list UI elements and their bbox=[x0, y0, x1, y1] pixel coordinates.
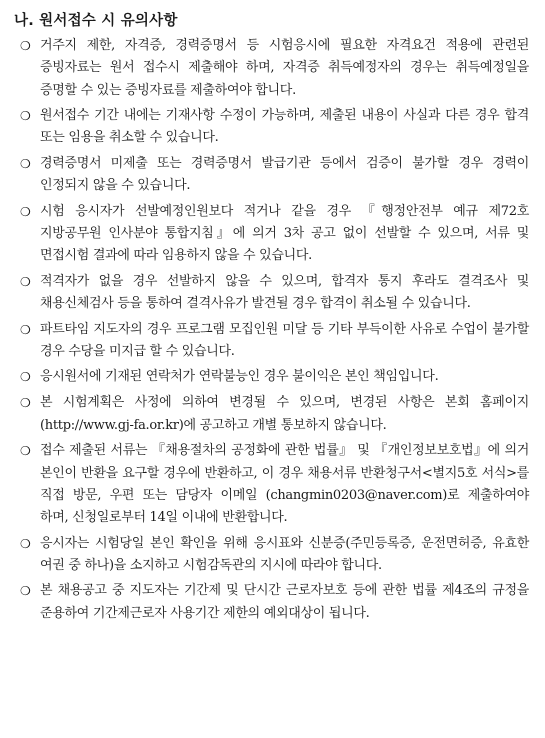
circle-bullet-icon: ❍ bbox=[20, 444, 31, 459]
item-text: 본 시험계획은 사정에 의하여 변경될 수 있으며, 변경된 사항은 본회 홈페이지 (http://www.gj-fa.or.kr)에 공고하고 개별 통보하지 않습니다. bbox=[40, 395, 529, 433]
circle-bullet-icon: ❍ bbox=[20, 322, 31, 337]
item-text: 응시원서에 기재된 연락처가 연락불능인 경우 불이익은 본인 책임입니다. bbox=[40, 369, 439, 385]
item-text: 본 채용공고 중 지도자는 기간제 및 단시간 근로자보호 등에 관한 법률 제4조의 규정을 준용하여 기간제근로자 사용기간 제한의 예외대상이 됩니다. bbox=[40, 583, 529, 621]
item-text: 시험 응시자가 선발예정인원보다 적거나 같을 경우 『행정안전부 예규 제72호 지방공무원 인사분야 통합지침』에 의거 3차 공고 없이 선발할 수 있으며, 서류 및 면접시험 결과에 따라 임용하지 않을 수 있습니다. bbox=[40, 203, 529, 264]
item-text: 원서접수 기간 내에는 기재사항 수정이 가능하며, 제출된 내용이 사실과 다른 경우 합격 또는 임용을 취소할 수 있습니다. bbox=[40, 108, 529, 146]
item-text: 접수 제출된 서류는 『채용절차의 공정화에 관한 법률』 및 『개인정보보호법』에 의거 본인이 반환을 요구할 경우에 반환하고, 이 경우 채용서류 반환청구서<별지5호 서식>를 직접 방문, 우편 또는 담당자 이메일 (changmin0203@naver.com)로 제출하여야 하며, 신청일로부터 14일 이내에 반환합니다. bbox=[40, 443, 529, 526]
circle-bullet-icon: ❍ bbox=[20, 370, 31, 385]
circle-bullet-icon: ❍ bbox=[20, 536, 31, 551]
list-item bbox=[14, 319, 529, 364]
circle-bullet-icon: ❍ bbox=[20, 584, 31, 599]
notice-list bbox=[14, 35, 529, 625]
list-item bbox=[14, 271, 529, 316]
list-item bbox=[14, 201, 529, 268]
list-item bbox=[14, 533, 529, 578]
circle-bullet-icon: ❍ bbox=[20, 156, 31, 171]
list-item bbox=[14, 105, 529, 150]
item-text: 거주지 제한, 자격증, 경력증명서 등 시험응시에 필요한 자격요건 적용에 관련된 증빙자료는 원서 접수시 제출해야 하며, 자격증 취득예정자의 경우는 취득예정일을 증명할 수 있는 증빙자료를 제출하여야 합니다. bbox=[40, 38, 529, 98]
item-text: 경력증명서 미제출 또는 경력증명서 발급기관 등에서 검증이 불가할 경우 경력이 인정되지 않을 수 있습니다. bbox=[40, 155, 529, 194]
circle-bullet-icon: ❍ bbox=[20, 39, 31, 53]
circle-bullet-icon: ❍ bbox=[20, 109, 31, 124]
item-text: 응시자는 시험당일 본인 확인을 위해 응시표와 신분증(주민등록증, 운전면허증, 유효한 여권 중 하나)을 소지하고 시험감독관의 지시에 따라야 합니다. bbox=[40, 535, 529, 573]
list-item bbox=[14, 366, 529, 389]
section-title: 나. 원서접수 시 유의사항 bbox=[14, 13, 178, 29]
circle-bullet-icon: ❍ bbox=[20, 274, 31, 289]
circle-bullet-icon: ❍ bbox=[20, 204, 31, 219]
item-text: 파트타임 지도자의 경우 프로그램 모집인원 미달 등 기타 부득이한 사유로 수업이 불가할 경우 수당을 미지급 할 수 있습니다. bbox=[40, 321, 529, 359]
item-text: 적격자가 없을 경우 선발하지 않을 수 있으며, 합격자 통지 후라도 결격조사 및 채용신체검사 등을 통하여 결격사유가 발견될 경우 합격이 취소될 수 있습니다. bbox=[40, 273, 529, 312]
list-item bbox=[14, 580, 529, 625]
list-item bbox=[14, 35, 529, 102]
list-item bbox=[14, 392, 529, 437]
list-item bbox=[14, 440, 529, 529]
circle-bullet-icon: ❍ bbox=[20, 396, 31, 411]
list-item bbox=[14, 153, 529, 198]
